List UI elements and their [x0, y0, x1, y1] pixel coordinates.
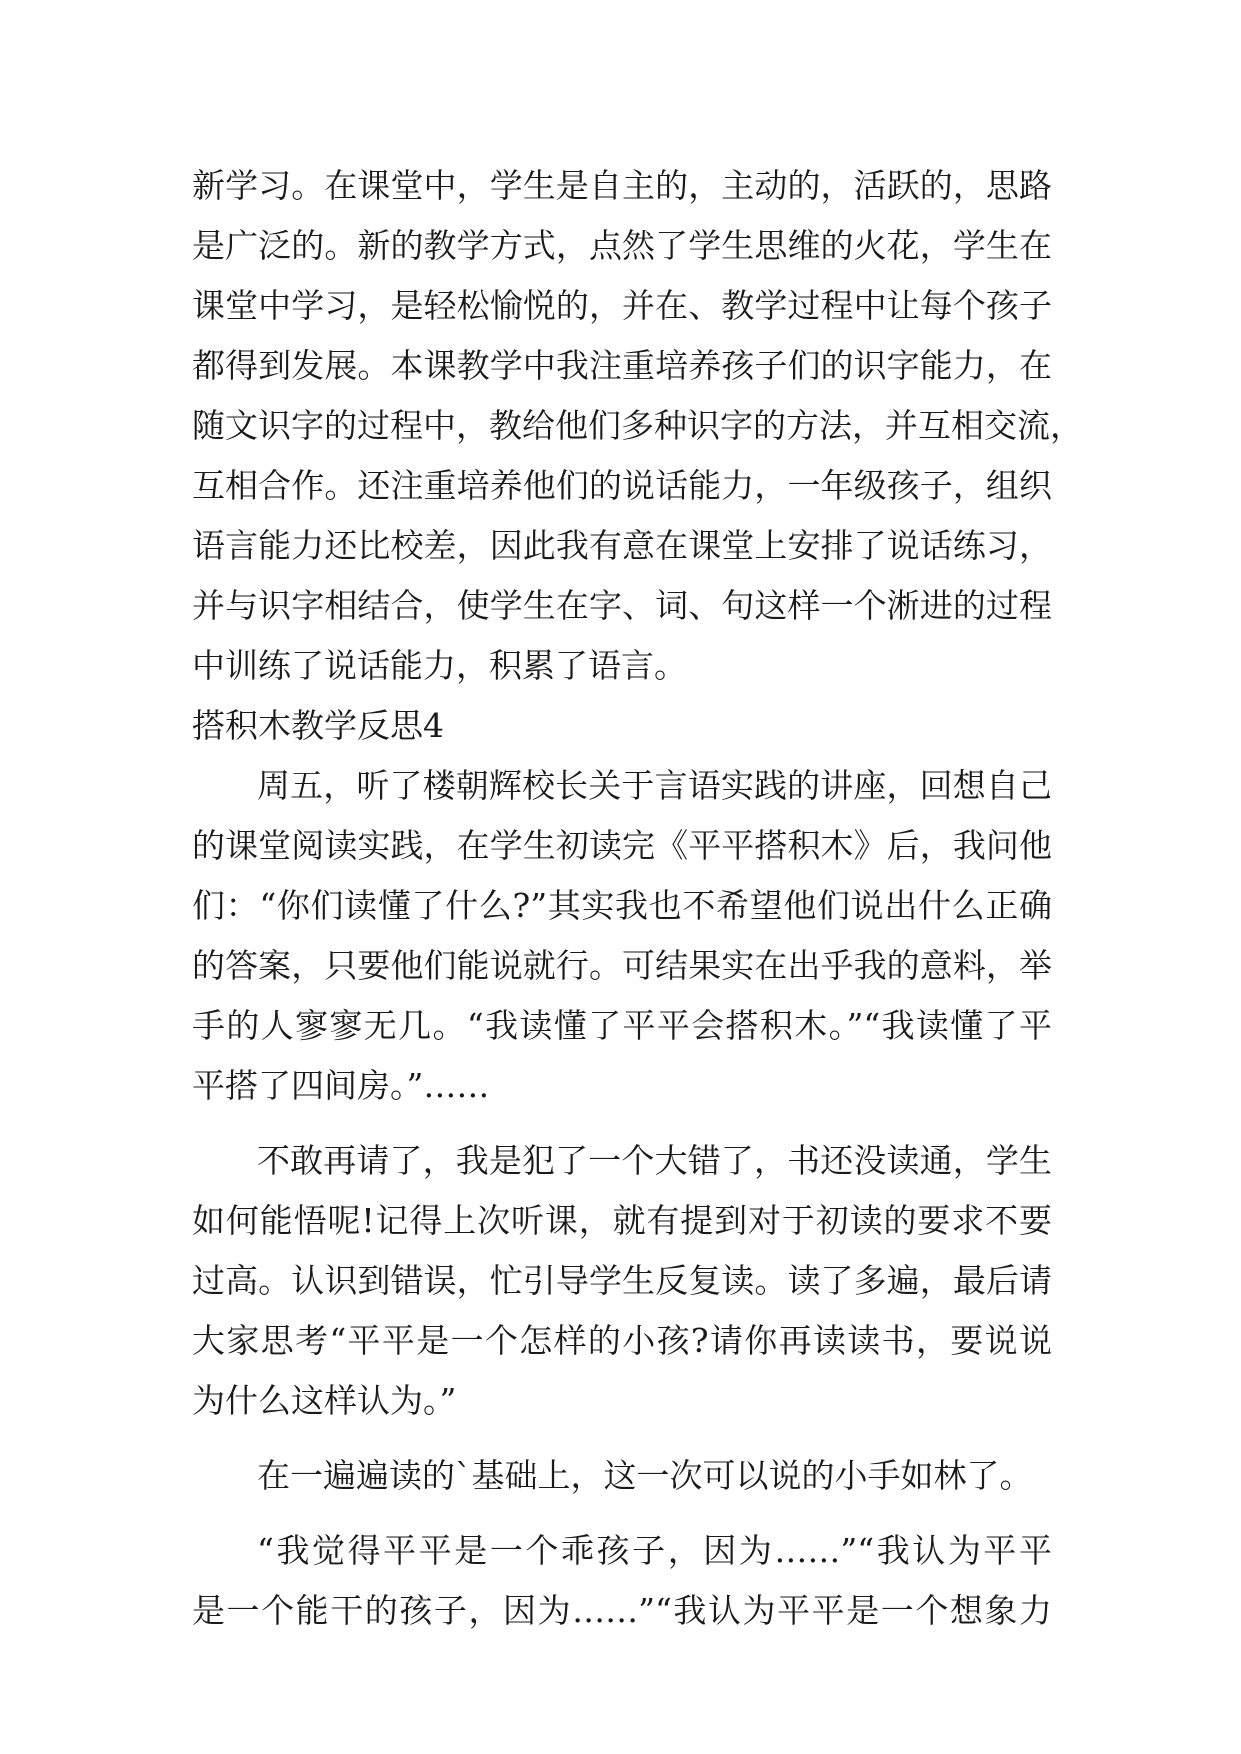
text-line: 都得到发展。本课教学中我注重培养孩子们的识字能力，在: [192, 346, 1052, 385]
text-line: 为什么这样认为。”: [192, 1381, 457, 1420]
text-line: 如何能悟呢!记得上次听课，就有提到对于初读的要求不要: [192, 1201, 1052, 1240]
text-line: 是一个能干的孩子，因为……”“我认为平平是一个想象力: [192, 1591, 1052, 1630]
text-line: 的答案，只要他们能说就行。可结果实在出乎我的意料，举: [192, 946, 1052, 985]
text-line: 们：“你们读懂了什么?”其实我也不希望他们说出什么正确: [192, 886, 1052, 925]
text-line: 在一遍遍读的`基础上，这一次可以说的小手如林了。: [257, 1456, 1033, 1495]
text-line: 大家思考“平平是一个怎样的小孩?请你再读读书，要说说: [192, 1321, 1052, 1360]
text-line: 不敢再请了，我是犯了一个大错了，书还没读通，学生: [257, 1141, 1052, 1180]
section-heading: 搭积木教学反思4: [192, 706, 444, 745]
text-line: 新学习。在课堂中，学生是自主的，主动的，活跃的，思路: [192, 166, 1052, 205]
text-line: 是广泛的。新的教学方式，点然了学生思维的火花，学生在: [192, 226, 1052, 265]
text-line: 平搭了四间房。”……: [192, 1066, 490, 1105]
text-line: 手的人寥寥无几。“我读懂了平平会搭积木。”“我读懂了平: [192, 1006, 1052, 1045]
text-line: 互相合作。还注重培养他们的说话能力，一年级孩子，组织: [192, 466, 1052, 505]
text-line: 的课堂阅读实践，在学生初读完《平平搭积木》后，我问他: [192, 826, 1052, 865]
text-line: 语言能力还比校差，因此我有意在课堂上安排了说话练习，: [192, 526, 1052, 565]
text-line: 课堂中学习，是轻松愉悦的，并在、教学过程中让每个孩子: [192, 286, 1052, 325]
text-line: 并与识字相结合，使学生在字、词、句这样一个淅进的过程: [192, 586, 1052, 625]
text-line: 过高。认识到错误，忙引导学生反复读。读了多遍，最后请: [192, 1261, 1052, 1300]
text-line: 周五，听了楼朝辉校长关于言语实践的讲座，回想自己: [257, 766, 1052, 805]
text-line: 中训练了说话能力，积累了语言。: [192, 646, 687, 685]
text-line: “我觉得平平是一个乖孩子，因为……”“我认为平平: [257, 1531, 1052, 1570]
text-line: 随文识字的过程中，教给他们多种识字的方法，并互相交流，: [192, 406, 1083, 445]
